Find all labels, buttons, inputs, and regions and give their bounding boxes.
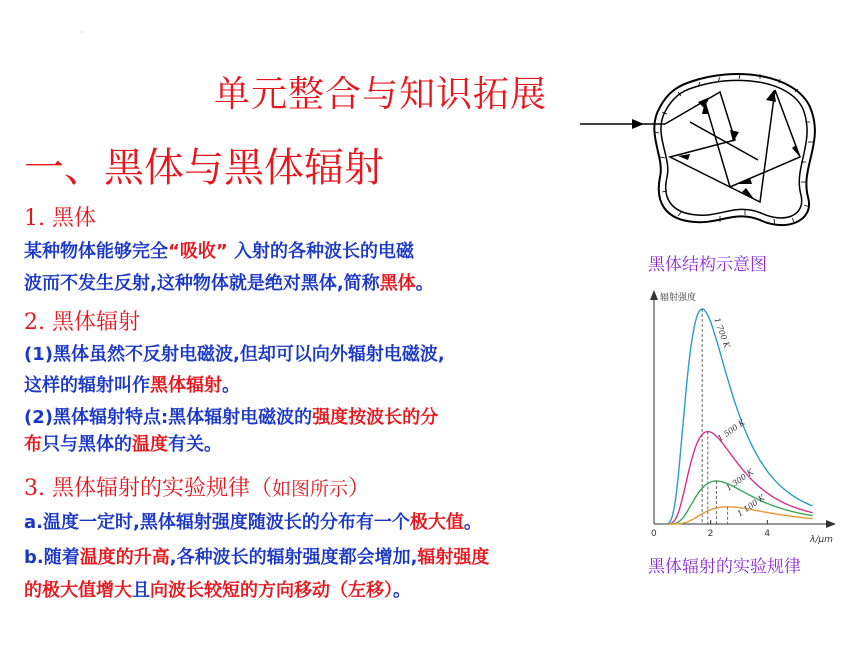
highlight-radiation: 黑体辐射 <box>150 375 222 396</box>
decorative-dot: · <box>80 28 83 37</box>
highlight-intensity-2: 辐射强度 <box>417 547 490 568</box>
series-label: 1 100 K <box>735 493 767 519</box>
highlight-max-increase: 的极大值增大 <box>24 580 132 601</box>
section-3-rule-b-line-2 <box>24 578 411 604</box>
highlight-distribution: 布 <box>24 434 42 455</box>
text: b.随着 <box>24 547 80 568</box>
text: (2)黑体辐射特点:黑体辐射电磁波的 <box>24 407 313 428</box>
text: 3. 黑体辐射的实验规律（ <box>24 476 272 501</box>
text: 。 <box>222 375 240 396</box>
y-axis-label: 辐射强度 <box>660 293 697 303</box>
section-2-title: 2. 黑体辐射 <box>24 310 140 335</box>
text: 有关。 <box>168 434 222 455</box>
text: 这样的辐射叫作 <box>24 375 150 396</box>
y-axis-arrow <box>650 290 658 300</box>
highlight-temp-rise: 温度的升高 <box>79 547 170 568</box>
section-2-line-2 <box>24 373 240 399</box>
highlight-temperature: 温度 <box>132 434 168 455</box>
series-label: 1 300 K <box>724 467 756 493</box>
cavity-wall-inner <box>661 80 807 218</box>
text: 。 <box>415 273 434 294</box>
text: 。 <box>463 512 482 533</box>
highlight-max: 极大值 <box>409 512 464 533</box>
cavity-caption: 黑体结构示意图 <box>648 255 767 275</box>
text: 如图所示 <box>271 478 348 500</box>
text: ） <box>348 476 371 501</box>
blackbody-radiation-chart <box>640 286 840 548</box>
x-axis-label: λ/μm <box>810 535 833 545</box>
highlight-absorb: “吸收” <box>168 241 228 262</box>
section-3-rule-b-line-1 <box>24 545 489 571</box>
text: a.温度一定时,黑体辐射强度随波长的分布有一个 <box>24 512 410 533</box>
text: 且 <box>132 580 150 601</box>
cavity-wall-outer <box>654 74 815 225</box>
text: ,各种波长的辐射强度都会增加, <box>169 547 418 568</box>
chart-caption: 黑体辐射的实验规律 <box>648 557 801 577</box>
x-tick-label: 0 <box>651 529 657 539</box>
page-title: 单元整合与知识拓展 <box>214 74 548 115</box>
text: 波而不发生反射,这种物体就是绝对黑体,简称 <box>24 273 380 294</box>
series-label: 1 700 K <box>712 316 732 350</box>
text: 入射的各种波长的电磁 <box>227 241 414 262</box>
light-rays <box>580 90 800 202</box>
section-1-title: 1. 黑体 <box>24 206 96 231</box>
text: 。 <box>393 580 411 601</box>
section-3-title <box>24 471 370 502</box>
series-label: 1 500 K <box>715 417 747 444</box>
section-2-line-3 <box>24 405 438 431</box>
x-tick-label: 2 <box>707 529 714 539</box>
section-1-line-1 <box>24 239 414 265</box>
highlight-shift-left: 向波长较短的方向移动（左移） <box>150 580 393 601</box>
highlight-blackbody: 黑体 <box>379 273 416 294</box>
highlight-intensity: 强度按波长的分 <box>312 407 439 428</box>
section-heading: 一、黑体与黑体辐射 <box>24 145 384 191</box>
x-tick-label: 4 <box>764 529 771 539</box>
section-3-rule-a <box>24 510 482 536</box>
text: 只与黑体的 <box>42 434 132 455</box>
x-axis-arrow <box>826 520 836 528</box>
section-2-line-4 <box>24 432 222 458</box>
text: 某种物体能够完全 <box>24 241 168 262</box>
series-curve <box>668 309 813 523</box>
cavity-wall-hatch <box>654 74 813 225</box>
blackbody-cavity-diagram <box>570 62 830 242</box>
section-1-line-2 <box>24 271 434 297</box>
section-2-line-1: (1)黑体虽然不反射电磁波,但却可以向外辐射电磁波, <box>24 344 445 365</box>
